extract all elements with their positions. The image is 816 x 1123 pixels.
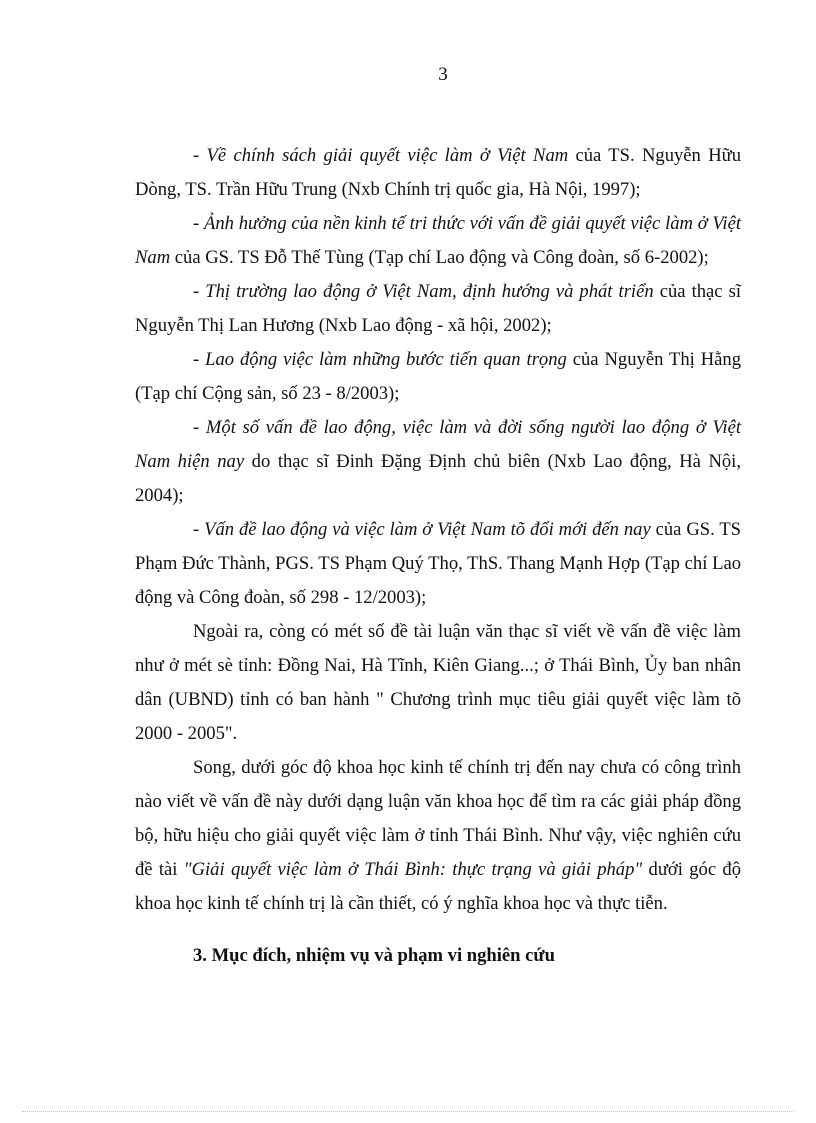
paragraph-other-studies: Ngoài ra, còng có mét số đề tài luận văn thạc sĩ viết về vấn đề việc làm như ở mét sè tỉnh: Đồng Nai, Hà Tĩnh, Kiên Giang...; ở Thái Bình, Ủy ban nhân dân (UBND) tỉnh có ban hành " Chương trình mục tiêu giải quyết việc làm tõ 2000 - 2005". [135, 621, 741, 744]
reference-details: của thạc sĩ Nguyễn Thị Lan Hương (Nxb Lao động - xã hội, 2002); [135, 281, 741, 336]
reference-title: Về chính sách giải quyết việc làm ở Việt Nam [206, 145, 569, 166]
reference-dash: - [193, 349, 206, 370]
reference-item [135, 275, 741, 343]
reference-dash: - [193, 417, 206, 438]
reference-item [135, 513, 741, 615]
reference-details: của GS. TS Phạm Đức Thành, PGS. TS Phạm Quý Thọ, ThS. Thang Mạnh Hợp (Tạp chí Lao động và Công đoàn, số 298 - 12/2003); [135, 519, 742, 608]
reference-dash: - [193, 213, 204, 234]
page-number: 3 [438, 64, 448, 85]
reference-item [135, 343, 741, 411]
reference-title: Vấn đề lao động và việc làm ở Việt Nam tõ đổi mới đến nay [204, 519, 651, 540]
thesis-title: "Giải quyết việc làm ở Thái Bình: thực trạng và giải pháp" [183, 859, 643, 880]
page-bottom-divider [22, 1111, 794, 1112]
paragraph-text: dưới góc độ khoa học kinh tế chính trị là cần thiết, có ý nghĩa khoa học và thực tiễn. [135, 859, 741, 914]
reference-item [135, 207, 741, 275]
reference-details: của GS. TS Đỗ Thế Tùng (Tạp chí Lao động và Công đoàn, số 6-2002); [170, 247, 709, 268]
reference-details: của TS. Nguyễn Hữu Dòng, TS. Trần Hữu Trung (Nxb Chính trị quốc gia, Hà Nội, 1997); [135, 145, 741, 200]
reference-item [135, 139, 741, 207]
reference-dash: - [193, 145, 207, 166]
paragraph-research-gap [135, 751, 741, 921]
reference-title: Ảnh hưởng của nền kinh tế tri thức với vấn đề giải quyết việc làm ở Việt Nam [135, 213, 741, 268]
reference-dash: - [193, 281, 206, 302]
reference-details: của Nguyễn Thị Hằng (Tạp chí Cộng sản, số 23 - 8/2003); [135, 349, 741, 404]
reference-title: Một số vấn đề lao động, việc làm và đời sống người lao động ở Việt Nam hiện nay [135, 417, 742, 472]
reference-title: Thị trường lao động ở Việt Nam, định hướng và phát triển [205, 281, 654, 302]
document-body [135, 139, 741, 921]
reference-details: do thạc sĩ Đinh Đặng Định chủ biên (Nxb Lao động, Hà Nội, 2004); [135, 451, 741, 506]
reference-item [135, 411, 741, 513]
reference-dash: - [193, 519, 205, 540]
section-heading: 3. Mục đích, nhiệm vụ và phạm vi nghiên cứu [193, 945, 555, 966]
paragraph-text: Song, dưới góc độ khoa học kinh tế chính trị đến nay chưa có công trình nào viết về vấn đề này dưới dạng luận văn khoa học để tìm ra các giải pháp đồng bộ, hữu hiệu cho giải quyết việc làm ở tỉnh Thái Bình. Như vậy, việc nghiên cứu đề tài [135, 757, 741, 880]
reference-title: Lao động việc làm những bước tiến quan trọng [205, 349, 567, 370]
